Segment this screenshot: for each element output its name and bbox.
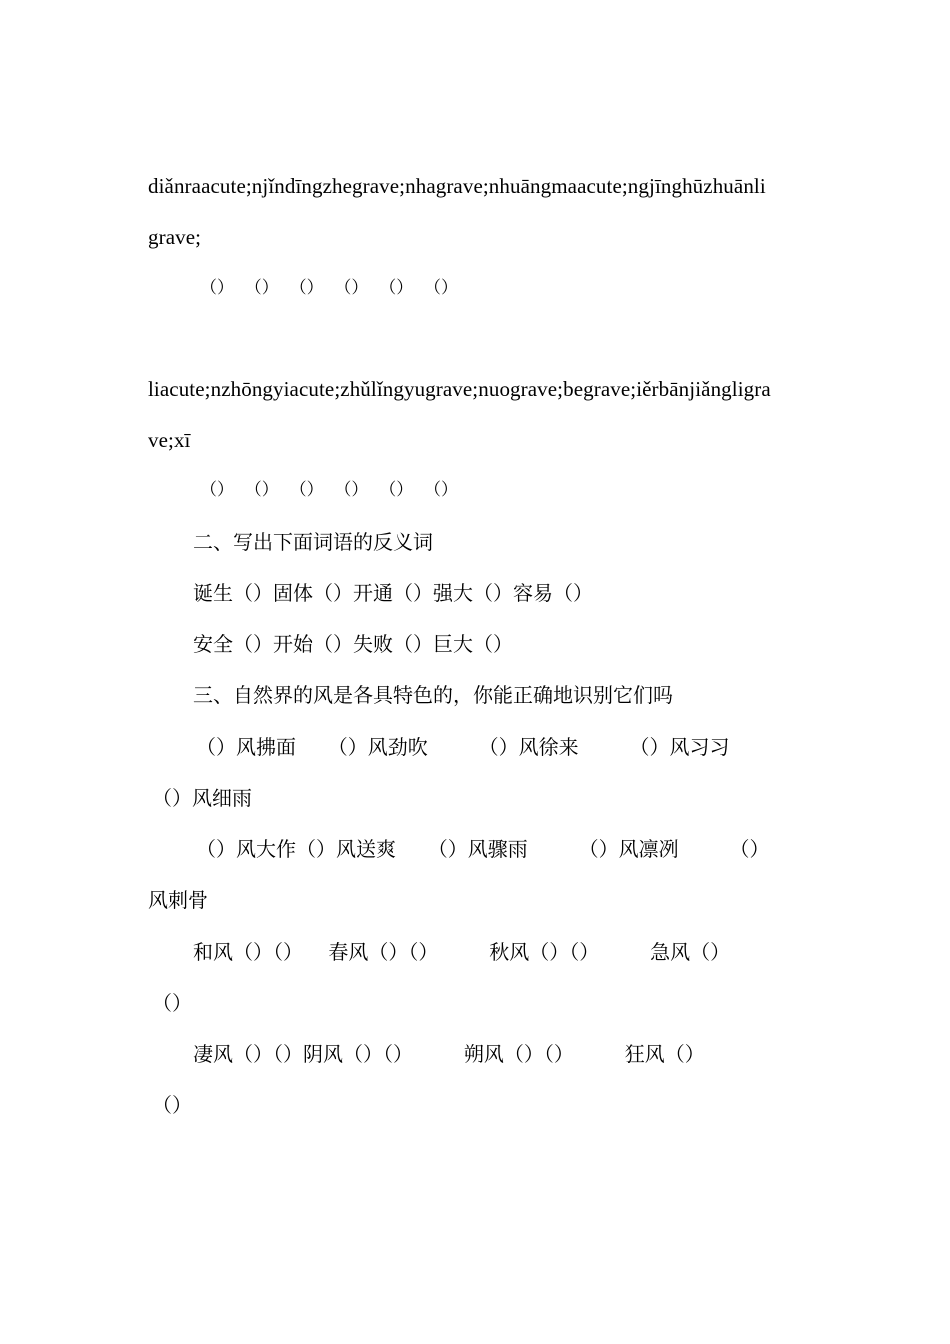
wind-row-3-continuation: （） (152, 991, 192, 1015)
wind-row-1-continuation: （）风细雨 (152, 786, 252, 810)
wind-row-1: （）风拂面 （）风劲吹 （）风徐来 （）风习习 (196, 735, 730, 759)
antonym-row-1: 诞生（）固体（）开通（）强大（）容易（） (193, 581, 593, 605)
wind-row-3: 和风（）（） 春风（）（） 秋风（）（） 急风（） (193, 940, 731, 964)
section-2-heading: 二、写出下面词语的反义词 (193, 530, 433, 554)
antonym-row-2: 安全（）开始（）失败（）巨大（） (193, 632, 513, 656)
answer-blanks-row-2: （） （） （） （） （） （） (200, 480, 459, 500)
wind-row-2-continuation: 风刺骨 (148, 888, 208, 912)
section-3-heading: 三、自然界的风是各具特色的，你能正确地识别它们吗 (193, 683, 673, 707)
wind-row-4-continuation: （） (152, 1093, 192, 1117)
answer-blanks-row-1: （） （） （） （） （） （） (200, 278, 459, 298)
pinyin-line-1-continuation: grave; (148, 225, 202, 249)
wind-row-4: 凄风（）（）阴风（）（） 朔风（）（） 狂风（） (193, 1042, 705, 1066)
pinyin-line-2: liacute;nzhōngyiacute;zhǔlǐngyugrave;nuograve;begrave;iěrbānjiǎngligra (148, 377, 771, 401)
wind-row-2: （）风大作（）风送爽 （）风骤雨 （）风凛冽 （） (196, 837, 770, 861)
pinyin-line-2-continuation: ve;xī (148, 428, 191, 452)
pinyin-line-1: diǎnraacute;njǐndīngzhegrave;nhagrave;nhuāngmaacute;ngjīnghūzhuānli (148, 174, 766, 198)
